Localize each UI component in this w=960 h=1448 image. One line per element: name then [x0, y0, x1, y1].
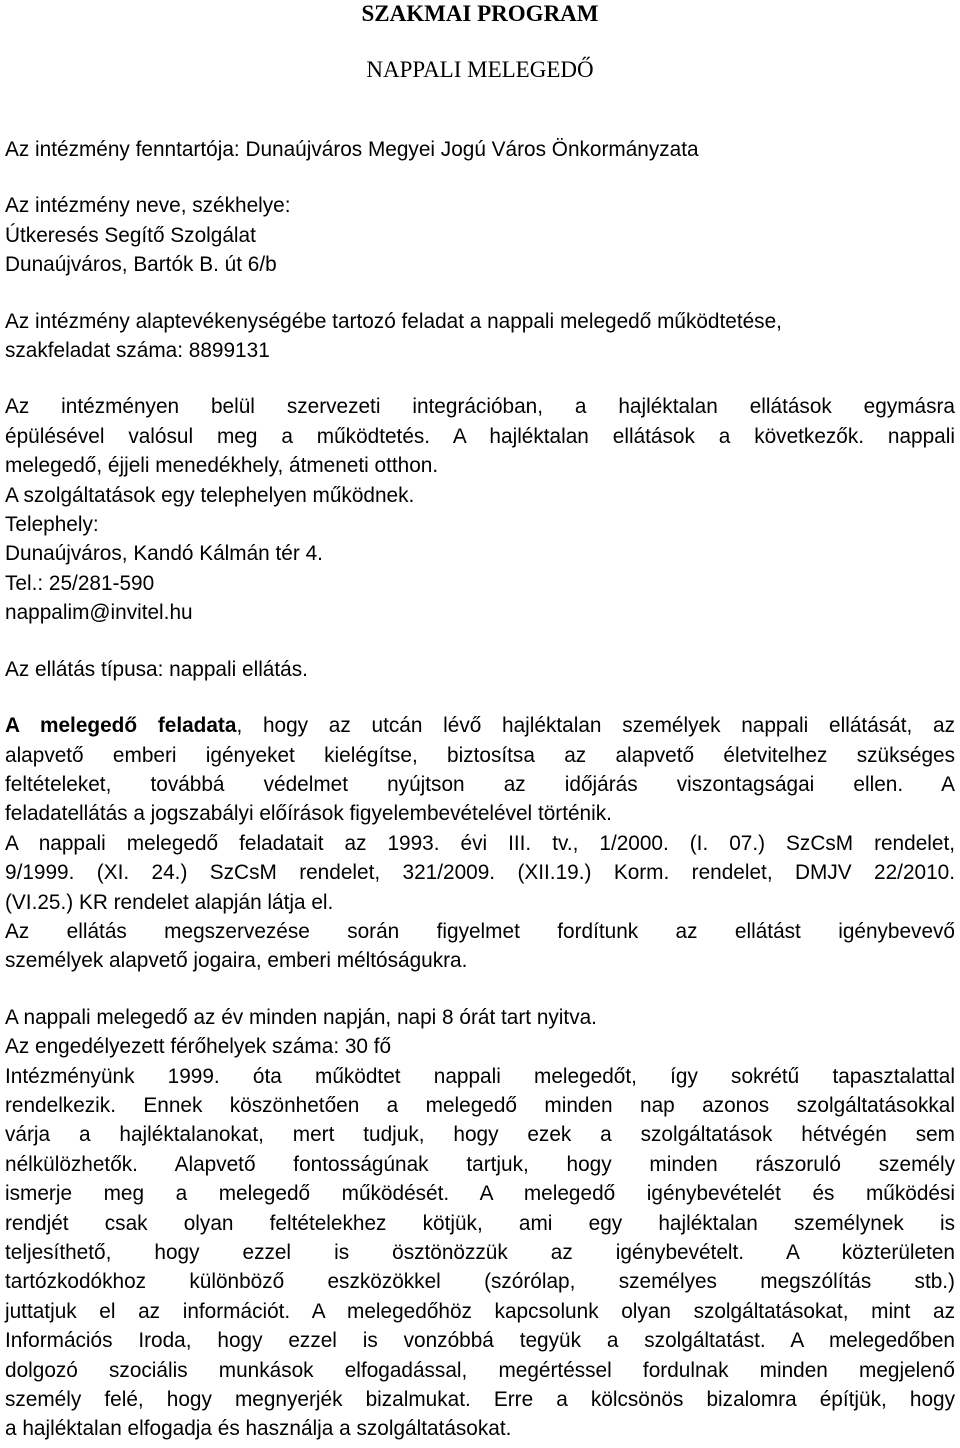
history-line-11: dolgozó szociális munkások elfogadással, megértéssel fordulnak minden megjelenő [5, 1358, 955, 1382]
core-activity-line-1: Az intézmény alaptevékenységébe tartozó feladat a nappali melegedő működtetése, [5, 309, 782, 333]
integration-line-2: épülésével valósul meg a működtetés. A hajléktalan ellátások a következők. nappali [5, 424, 955, 448]
integration-line-4: A szolgáltatások egy telephelyen működnek. [5, 483, 415, 507]
task-line-8: Az ellátás megszervezése során figyelmet fordítunk az ellátást igénybevevő [5, 919, 955, 943]
institution-block [5, 191, 955, 279]
history-line-8: tartózkodókhoz különböző eszközökkel (szórólap, személyes megszólítás stb.) [5, 1270, 955, 1294]
history-line-10: Információs Iroda, hogy ezzel is vonzóbbá tegyük a szolgáltatást. A melegedőben [5, 1329, 955, 1353]
core-activity-block [5, 307, 955, 366]
task-line-1 [5, 711, 955, 740]
integration-line-1: Az intézményen belül szervezeti integrációban, a hajléktalan ellátások egymásra [5, 395, 955, 419]
document-subtitle: NAPPALI MELEGEDŐ [366, 57, 594, 82]
task-line-2: alapvető emberi igényeket kielégítse, biztosítsa az alapvető életvitelhez szükséges [5, 743, 955, 767]
service-type-line: Az ellátás típusa: nappali ellátás. [5, 657, 308, 681]
core-activity-line-2: szakfeladat száma: 8899131 [5, 339, 270, 363]
opening-hours: A nappali melegedő az év minden napján, napi 8 órát tart nyitva. [5, 1005, 597, 1029]
task-lead: A melegedő feladata [5, 714, 237, 738]
task-line-9: személyek alapvető jogaira, emberi méltóságukra. [5, 949, 468, 973]
history-line-13: a hajléktalan elfogadja és használja a szolgáltatásokat. [5, 1417, 512, 1441]
history-line-4: nélkülözhetők. Alapvető fontosságúnak tartjuk, hogy minden rászoruló személy [5, 1152, 955, 1176]
history-line-12: személy felé, hogy megnyerjék bizalmukat. Erre a kölcsönös bizalomra építjük, hogy [5, 1388, 955, 1412]
document-title: SZAKMAI PROGRAM [361, 1, 599, 26]
fenntarto-line: Az intézmény fenntartója: Dunaújváros Megyei Jogú Város Önkormányzata [5, 138, 699, 161]
history-line-3: várja a hajléktalanokat, mert tudjuk, hogy ezek a szolgáltatások hétvégén sem [5, 1123, 955, 1147]
history-line-9: juttatjuk el az információt. A melegedőhöz kapcsolunk olyan szolgáltatásokat, mint az [5, 1299, 955, 1323]
document-page [5, 0, 955, 1444]
phone-number: Tel.: 25/281-590 [5, 571, 155, 595]
opening-block [5, 1003, 955, 1444]
institution-name: Útkeresés Segítő Szolgálat [5, 223, 256, 247]
history-line-7: teljesíthető, hogy ezzel is ösztönözzük az igénybevételt. A közterületen [5, 1241, 955, 1264]
integration-block [5, 392, 955, 627]
email-address: nappalim@invitel.hu [5, 601, 193, 625]
history-line-2: rendelkezik. Ennek köszönhetően a melegedő minden nap azonos szolgáltatásokkal [5, 1093, 955, 1117]
site-address: Dunaújváros, Kandó Kálmán tér 4. [5, 542, 323, 566]
integration-line-3: melegedő, éjjeli menedékhely, átmeneti otthon. [5, 454, 439, 478]
institution-address: Dunaújváros, Bartók B. út 6/b [5, 253, 277, 277]
task-line-3: feltételeket, továbbá védelmet nyújtson az időjárás viszontagságai ellen. A [5, 772, 955, 796]
history-line-1: Intézményünk 1999. óta működtet nappali melegedőt, így sokrétű tapasztalattal [5, 1064, 955, 1088]
task-block [5, 711, 955, 976]
capacity: Az engedélyezett férőhelyek száma: 30 fő [5, 1035, 392, 1059]
history-line-5: ismerje meg a melegedő működését. A melegedő igénybevételét és működési [5, 1182, 955, 1206]
task-line-1-rest: , hogy az utcán lévő hajléktalan személyek nappali ellátását, az [236, 714, 955, 738]
task-line-4: feladatellátás a jogszabályi előírások figyelembevételével történik. [5, 802, 612, 826]
task-line-7: (VI.25.) KR rendelet alapján látja el. [5, 890, 334, 914]
institution-name-label: Az intézmény neve, székhelye: [5, 194, 291, 218]
history-line-6: rendjét csak olyan feltételekhez kötjük, ami egy hajléktalan személynek is [5, 1211, 955, 1235]
task-line-6: 9/1999. (XI. 24.) SzCsM rendelet, 321/2009. (XII.19.) Korm. rendelet, DMJV 22/2010. [5, 861, 955, 885]
site-label: Telephely: [5, 513, 99, 537]
task-line-5: A nappali melegedő feladatait az 1993. évi III. tv., 1/2000. (I. 07.) SzCsM rendelet, [5, 831, 955, 855]
